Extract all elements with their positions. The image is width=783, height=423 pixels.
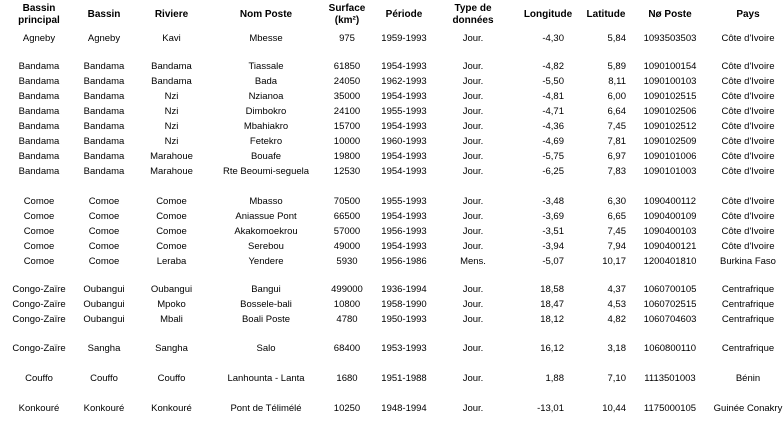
- cell-type-donnees: Jour.: [462, 106, 484, 117]
- cell-no-poste: 1200401810: [643, 256, 697, 267]
- cell-pays: Centrafrique: [721, 343, 775, 354]
- cell-pays: Côte d'Ivoire: [721, 166, 775, 177]
- cell-periode: 1948-1994: [381, 403, 427, 414]
- cell-periode: 1956-1986: [381, 256, 427, 267]
- cell-bassin-principal: Comoe: [23, 211, 55, 222]
- cell-periode: 1953-1993: [381, 343, 427, 354]
- table-row: [0, 401, 783, 416]
- cell-periode: 1954-1993: [381, 91, 427, 102]
- table-row: [0, 209, 783, 224]
- cell-periode: 1954-1993: [381, 241, 427, 252]
- cell-surface: 49000: [333, 241, 361, 252]
- cell-surface: 57000: [333, 226, 361, 237]
- cell-bassin: Comoe: [88, 211, 120, 222]
- cell-nom-poste: Lanhounta - Lanta: [227, 373, 305, 384]
- table-row: [0, 194, 783, 209]
- cell-pays: Guinée Conakry: [713, 403, 783, 414]
- cell-no-poste: 1090101003: [643, 166, 697, 177]
- cell-bassin: Couffo: [90, 373, 118, 384]
- cell-latitude: 5,84: [607, 33, 626, 44]
- cell-periode: 1955-1993: [381, 106, 427, 117]
- cell-no-poste: 1090100103: [643, 76, 697, 87]
- cell-riviere: Nzi: [164, 91, 179, 102]
- cell-riviere: Marahoue: [150, 166, 193, 177]
- cell-longitude: -5,50: [542, 76, 564, 87]
- cell-bassin-principal: Bandama: [18, 121, 60, 132]
- cell-periode: 1951-1988: [381, 373, 427, 384]
- cell-bassin-principal: Bandama: [18, 106, 60, 117]
- cell-periode: 1954-1993: [381, 166, 427, 177]
- cell-pays: Bénin: [735, 373, 761, 384]
- cell-surface: 24100: [333, 106, 361, 117]
- cell-no-poste: 1060702515: [643, 299, 697, 310]
- cell-nom-poste: Rte Beoumi-seguela: [222, 166, 310, 177]
- cell-bassin-principal: Congo-Zaïre: [12, 284, 66, 295]
- cell-riviere: Nzi: [164, 136, 179, 147]
- header-pays: Pays: [736, 9, 760, 20]
- cell-no-poste: 1090102506: [643, 106, 697, 117]
- header-bassin: Bassin: [87, 9, 121, 20]
- cell-surface: 10250: [333, 403, 361, 414]
- cell-bassin-principal: Bandama: [18, 91, 60, 102]
- cell-pays: Côte d'Ivoire: [721, 61, 775, 72]
- cell-longitude: 18,47: [540, 299, 564, 310]
- cell-riviere: Comoe: [156, 211, 187, 222]
- cell-no-poste: 1060700105: [643, 284, 697, 295]
- header-nom-poste: Nom Poste: [239, 9, 293, 20]
- cell-latitude: 6,97: [607, 151, 626, 162]
- cell-type-donnees: Jour.: [462, 241, 484, 252]
- cell-no-poste: 1175000105: [643, 403, 697, 414]
- cell-latitude: 3,18: [607, 343, 626, 354]
- cell-bassin: Oubangui: [83, 314, 125, 325]
- cell-bassin: Bandama: [83, 121, 125, 132]
- cell-bassin: Bandama: [83, 106, 125, 117]
- cell-surface: 10800: [333, 299, 361, 310]
- cell-pays: Burkina Faso: [720, 256, 776, 267]
- cell-bassin: Comoe: [88, 196, 120, 207]
- cell-riviere: Mbali: [160, 314, 183, 325]
- cell-surface: 1680: [336, 373, 358, 384]
- cell-pays: Côte d'Ivoire: [721, 151, 775, 162]
- cell-riviere: Nzi: [164, 106, 179, 117]
- cell-pays: Centrafrique: [721, 314, 775, 325]
- cell-nom-poste: Dimbokro: [245, 106, 287, 117]
- cell-nom-poste: Yendere: [248, 256, 284, 267]
- cell-bassin: Konkouré: [83, 403, 125, 414]
- table-row: [0, 254, 783, 269]
- cell-no-poste: 1090400121: [643, 241, 697, 252]
- cell-nom-poste: Nzianoa: [248, 91, 284, 102]
- cell-longitude: -6,25: [542, 166, 564, 177]
- cell-longitude: -4,69: [542, 136, 564, 147]
- cell-surface: 35000: [333, 91, 361, 102]
- cell-surface: 975: [339, 33, 355, 44]
- cell-riviere: Sangha: [155, 343, 188, 354]
- cell-type-donnees: Jour.: [462, 314, 484, 325]
- cell-longitude: 18,58: [540, 284, 564, 295]
- cell-type-donnees: Jour.: [462, 91, 484, 102]
- cell-pays: Côte d'Ivoire: [721, 136, 775, 147]
- cell-pays: Côte d'Ivoire: [721, 33, 775, 44]
- cell-bassin: Agneby: [87, 33, 121, 44]
- cell-latitude: 5,89: [607, 61, 626, 72]
- cell-type-donnees: Jour.: [462, 226, 484, 237]
- table-row: [0, 371, 783, 386]
- cell-riviere: Comoe: [156, 196, 187, 207]
- cell-pays: Centrafrique: [721, 284, 775, 295]
- cell-riviere: Konkouré: [151, 403, 192, 414]
- cell-no-poste: 1090400103: [643, 226, 697, 237]
- header-bassin-principal: Bassin principal: [18, 3, 60, 26]
- cell-surface: 19800: [333, 151, 361, 162]
- cell-riviere: Leraba: [156, 256, 187, 267]
- cell-pays: Côte d'Ivoire: [721, 211, 775, 222]
- cell-periode: 1954-1993: [381, 61, 427, 72]
- header-longitude: Longitude: [523, 9, 573, 20]
- cell-type-donnees: Jour.: [462, 121, 484, 132]
- cell-longitude: -3,69: [542, 211, 564, 222]
- cell-latitude: 7,94: [607, 241, 626, 252]
- cell-longitude: -4,82: [542, 61, 564, 72]
- cell-no-poste: 1093503503: [643, 33, 697, 44]
- cell-latitude: 7,83: [607, 166, 626, 177]
- cell-pays: Côte d'Ivoire: [721, 106, 775, 117]
- cell-latitude: 7,45: [607, 226, 626, 237]
- cell-no-poste: 1090400109: [643, 211, 697, 222]
- cell-surface: 70500: [333, 196, 361, 207]
- cell-no-poste: 1060800110: [643, 343, 697, 354]
- cell-bassin: Oubangui: [83, 284, 125, 295]
- table-row: [0, 149, 783, 164]
- cell-surface: 5930: [336, 256, 358, 267]
- table-row: [0, 89, 783, 104]
- cell-no-poste: 1060704603: [643, 314, 697, 325]
- header-riviere: Riviere: [154, 9, 189, 20]
- cell-pays: Côte d'Ivoire: [721, 76, 775, 87]
- cell-surface: 68400: [333, 343, 361, 354]
- table-row: [0, 312, 783, 327]
- cell-latitude: 4,82: [607, 314, 626, 325]
- cell-latitude: 6,65: [607, 211, 626, 222]
- table-row: [0, 134, 783, 149]
- cell-latitude: 10,44: [602, 403, 626, 414]
- cell-bassin: Bandama: [83, 166, 125, 177]
- cell-latitude: 8,11: [608, 76, 626, 87]
- header-no-poste: Nø Poste: [648, 9, 692, 20]
- cell-nom-poste: Serebou: [248, 241, 284, 252]
- cell-bassin: Comoe: [88, 256, 120, 267]
- cell-latitude: 7,10: [607, 373, 626, 384]
- cell-surface: 61850: [333, 61, 361, 72]
- cell-no-poste: 1113501003: [644, 373, 696, 384]
- cell-riviere: Bandama: [151, 76, 192, 87]
- cell-periode: 1960-1993: [381, 136, 427, 147]
- cell-longitude: 18,12: [540, 314, 564, 325]
- cell-pays: Côte d'Ivoire: [721, 241, 775, 252]
- cell-riviere: Comoe: [156, 226, 187, 237]
- cell-surface: 12530: [333, 166, 361, 177]
- cell-pays: Côte d'Ivoire: [721, 121, 775, 132]
- cell-latitude: 7,81: [607, 136, 626, 147]
- cell-bassin: Bandama: [83, 151, 125, 162]
- cell-pays: Côte d'Ivoire: [721, 196, 775, 207]
- cell-periode: 1955-1993: [381, 196, 427, 207]
- header-surface: Surface (km²): [328, 3, 366, 26]
- cell-type-donnees: Jour.: [462, 151, 484, 162]
- cell-bassin-principal: Comoe: [23, 196, 55, 207]
- cell-bassin-principal: Bandama: [18, 61, 60, 72]
- cell-riviere: Comoe: [156, 241, 187, 252]
- cell-latitude: 7,45: [607, 121, 626, 132]
- table-row: [0, 164, 783, 179]
- cell-bassin-principal: Bandama: [18, 136, 60, 147]
- cell-type-donnees: Jour.: [462, 373, 484, 384]
- cell-type-donnees: Jour.: [462, 211, 484, 222]
- cell-periode: 1956-1993: [381, 226, 427, 237]
- cell-periode: 1954-1993: [381, 151, 427, 162]
- cell-no-poste: 1090101006: [643, 151, 697, 162]
- cell-nom-poste: Fetekro: [249, 136, 283, 147]
- cell-riviere: Marahoue: [150, 151, 193, 162]
- cell-longitude: -4,81: [542, 91, 564, 102]
- cell-type-donnees: Jour.: [462, 136, 484, 147]
- table-row: [0, 59, 783, 74]
- cell-bassin-principal: Congo-Zaïre: [12, 314, 66, 325]
- cell-periode: 1950-1993: [381, 314, 427, 325]
- cell-latitude: 6,64: [607, 106, 626, 117]
- cell-longitude: -4,36: [542, 121, 564, 132]
- cell-riviere: Kavi: [162, 33, 181, 44]
- cell-nom-poste: Akakomoekrou: [234, 226, 298, 237]
- cell-bassin-principal: Bandama: [18, 151, 60, 162]
- header-type-donnees: Type de données: [452, 3, 494, 26]
- cell-longitude: -4,30: [542, 33, 564, 44]
- cell-bassin-principal: Congo-Zaïre: [12, 299, 66, 310]
- cell-nom-poste: Tiassale: [248, 61, 284, 72]
- cell-longitude: -5,75: [542, 151, 564, 162]
- cell-longitude: 16,12: [540, 343, 564, 354]
- cell-no-poste: 1090102512: [643, 121, 697, 132]
- cell-nom-poste: Pont de Télimélé: [230, 403, 302, 414]
- cell-riviere: Nzi: [164, 121, 179, 132]
- table-row: [0, 74, 783, 89]
- cell-nom-poste: Mbesse: [249, 33, 283, 44]
- cell-riviere: Couffo: [157, 373, 186, 384]
- cell-longitude: -13,01: [537, 403, 564, 414]
- table-row: [0, 224, 783, 239]
- cell-riviere: Oubangui: [150, 284, 193, 295]
- cell-riviere: Mpoko: [157, 299, 186, 310]
- cell-pays: Côte d'Ivoire: [721, 226, 775, 237]
- cell-nom-poste: Bada: [254, 76, 278, 87]
- cell-periode: 1959-1993: [381, 33, 427, 44]
- cell-latitude: 10,17: [602, 256, 626, 267]
- cell-bassin: Oubangui: [83, 299, 125, 310]
- cell-periode: 1954-1993: [381, 211, 427, 222]
- cell-no-poste: 1090102515: [643, 91, 697, 102]
- cell-nom-poste: Salo: [256, 343, 276, 354]
- cell-type-donnees: Jour.: [462, 76, 484, 87]
- cell-latitude: 4,53: [607, 299, 626, 310]
- cell-type-donnees: Jour.: [462, 403, 484, 414]
- cell-periode: 1958-1990: [381, 299, 427, 310]
- cell-periode: 1962-1993: [381, 76, 427, 87]
- cell-type-donnees: Jour.: [462, 33, 484, 44]
- table-row: [0, 341, 783, 356]
- cell-type-donnees: Jour.: [462, 61, 484, 72]
- header-periode: Période: [385, 9, 423, 20]
- cell-bassin: Bandama: [83, 76, 125, 87]
- cell-pays: Centrafrique: [721, 299, 775, 310]
- cell-type-donnees: Jour.: [462, 284, 484, 295]
- cell-type-donnees: Mens.: [460, 256, 486, 267]
- cell-nom-poste: Mbasso: [249, 196, 283, 207]
- cell-nom-poste: Mbahiakro: [243, 121, 289, 132]
- cell-periode: 1954-1993: [381, 121, 427, 132]
- cell-bassin-principal: Konkouré: [18, 403, 60, 414]
- table-row: [0, 239, 783, 254]
- cell-surface: 24050: [333, 76, 361, 87]
- cell-surface: 10000: [333, 136, 361, 147]
- cell-nom-poste: Bouafe: [250, 151, 282, 162]
- table-row: [0, 282, 783, 297]
- cell-riviere: Bandama: [151, 61, 192, 72]
- header-latitude: Latitude: [586, 9, 626, 20]
- cell-periode: 1936-1994: [381, 284, 427, 295]
- cell-bassin-principal: Comoe: [23, 256, 55, 267]
- cell-surface: 4780: [336, 314, 358, 325]
- table-row: [0, 119, 783, 134]
- cell-surface: 15700: [333, 121, 361, 132]
- cell-no-poste: 1090102509: [643, 136, 697, 147]
- cell-longitude: -3,48: [542, 196, 564, 207]
- cell-bassin: Comoe: [88, 241, 120, 252]
- cell-bassin: Bandama: [83, 61, 125, 72]
- cell-longitude: 1,88: [545, 373, 564, 384]
- cell-nom-poste: Bangui: [251, 284, 281, 295]
- cell-bassin-principal: Congo-Zaïre: [12, 343, 66, 354]
- cell-no-poste: 1090400112: [643, 196, 697, 207]
- cell-bassin-principal: Comoe: [23, 241, 55, 252]
- cell-bassin-principal: Agneby: [22, 33, 56, 44]
- cell-type-donnees: Jour.: [462, 299, 484, 310]
- cell-bassin: Bandama: [83, 136, 125, 147]
- cell-type-donnees: Jour.: [462, 343, 484, 354]
- cell-bassin: Bandama: [83, 91, 125, 102]
- cell-surface: 66500: [333, 211, 361, 222]
- table-row: [0, 104, 783, 119]
- cell-bassin-principal: Comoe: [23, 226, 55, 237]
- table-row: [0, 297, 783, 312]
- cell-latitude: 6,30: [607, 196, 626, 207]
- cell-type-donnees: Jour.: [462, 166, 484, 177]
- cell-nom-poste: Boali Poste: [241, 314, 291, 325]
- cell-latitude: 4,37: [607, 284, 626, 295]
- cell-longitude: -3,51: [542, 226, 564, 237]
- cell-longitude: -3,94: [542, 241, 564, 252]
- cell-bassin-principal: Bandama: [18, 76, 60, 87]
- cell-bassin: Comoe: [88, 226, 120, 237]
- cell-nom-poste: Bossele-bali: [240, 299, 292, 310]
- cell-latitude: 6,00: [607, 91, 626, 102]
- cell-bassin-principal: Bandama: [18, 166, 60, 177]
- cell-bassin: Sangha: [87, 343, 121, 354]
- cell-bassin-principal: Couffo: [25, 373, 53, 384]
- cell-type-donnees: Jour.: [462, 196, 484, 207]
- table-row: [0, 31, 783, 46]
- cell-no-poste: 1090100154: [643, 61, 697, 72]
- cell-longitude: -4,71: [542, 106, 564, 117]
- cell-longitude: -5,07: [542, 256, 564, 267]
- cell-surface: 499000: [331, 284, 363, 295]
- cell-pays: Côte d'Ivoire: [721, 91, 775, 102]
- cell-nom-poste: Aniassue Pont: [235, 211, 297, 222]
